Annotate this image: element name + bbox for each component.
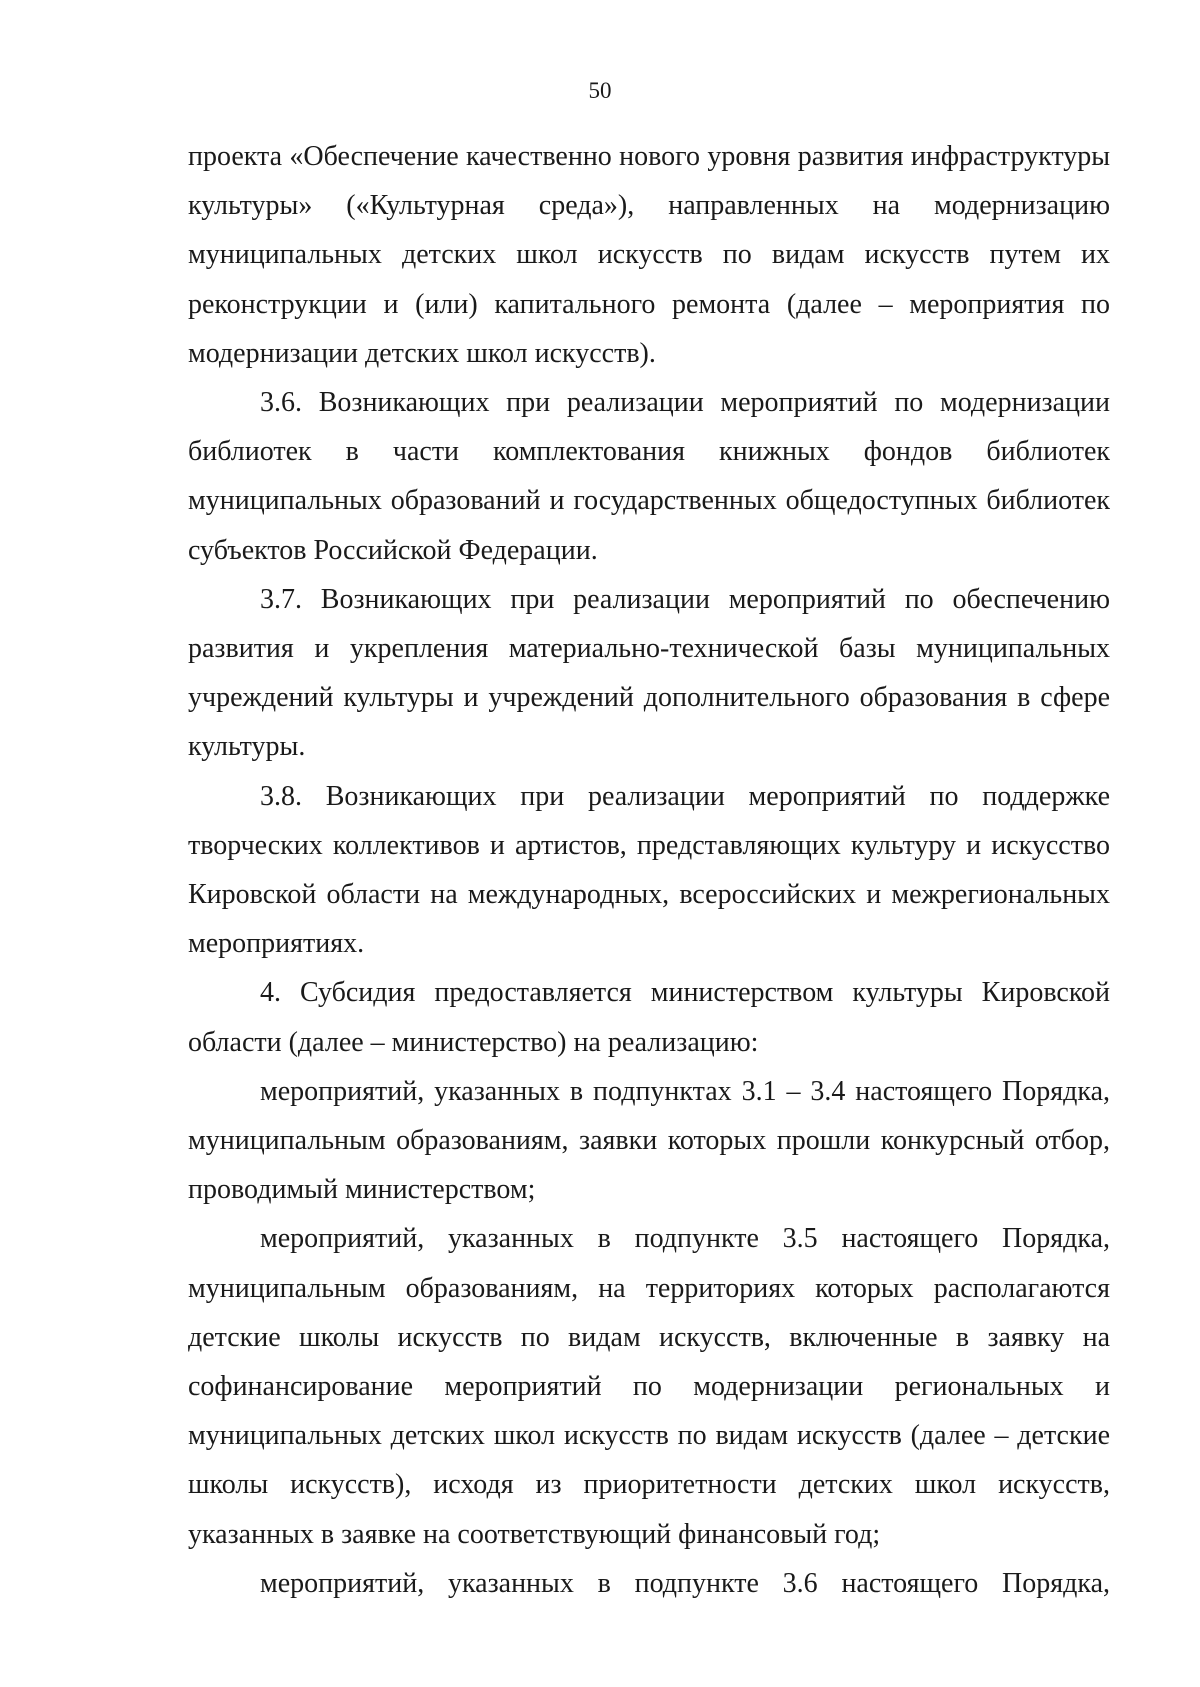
document-body — [188, 132, 1110, 1608]
paragraph-4: 4. Субсидия предоставляется министерством культуры Кировской области (далее – министерство) на реализацию: — [188, 977, 1110, 1058]
page-number: 50 — [588, 78, 612, 103]
paragraph-3-7: 3.7. Возникающих при реализации мероприятий по обеспечению развития и укрепления материально-технической базы муниципальных учреждений культуры и учреждений дополнительного образования в сфере культуры. — [188, 583, 1110, 763]
paragraph-events-3-1-3-4: мероприятий, указанных в подпунктах 3.1 – 3.4 настоящего Порядка, муниципальным образованиям, заявки которых прошли конкурсный отбор, проводимый министерством; — [188, 1075, 1110, 1206]
paragraph-project-continuation: проекта «Обеспечение качественно нового уровня развития инфраструктуры культуры» («Культурная среда»), направленных на модернизацию муниципальных детских школ искусств по видам искусств путем их реконструкции и (или) капитального ремонта (далее – мероприятия по модернизации детских школ искусств). — [188, 141, 1110, 369]
paragraph-3-6: 3.6. Возникающих при реализации мероприятий по модернизации библиотек в части комплектования книжных фондов библиотек муниципальных образований и государственных общедоступных библиотек субъектов Российской Федерации. — [188, 387, 1110, 566]
paragraph-3-8: 3.8. Возникающих при реализации мероприятий по поддержке творческих коллективов и артистов, представляющих культуру и искусство Кировской области на международных, всероссийских и межрегиональных мероприятиях. — [188, 780, 1110, 960]
paragraph-events-3-6: мероприятий, указанных в подпункте 3.6 настоящего Порядка, — [260, 1567, 1110, 1599]
paragraph-events-3-5: мероприятий, указанных в подпункте 3.5 настоящего Порядка, муниципальным образованиям, на территориях которых располагаются детские школы искусств по видам искусств, включенные в заявку на софинансирование мероприятий по модернизации региональных и муниципальных детских школ искусств по видам искусств (далее – детские школы искусств), исходя из приоритетности детских школ искусств, указанных в заявке на соответствующий финансовый год; — [188, 1223, 1110, 1550]
